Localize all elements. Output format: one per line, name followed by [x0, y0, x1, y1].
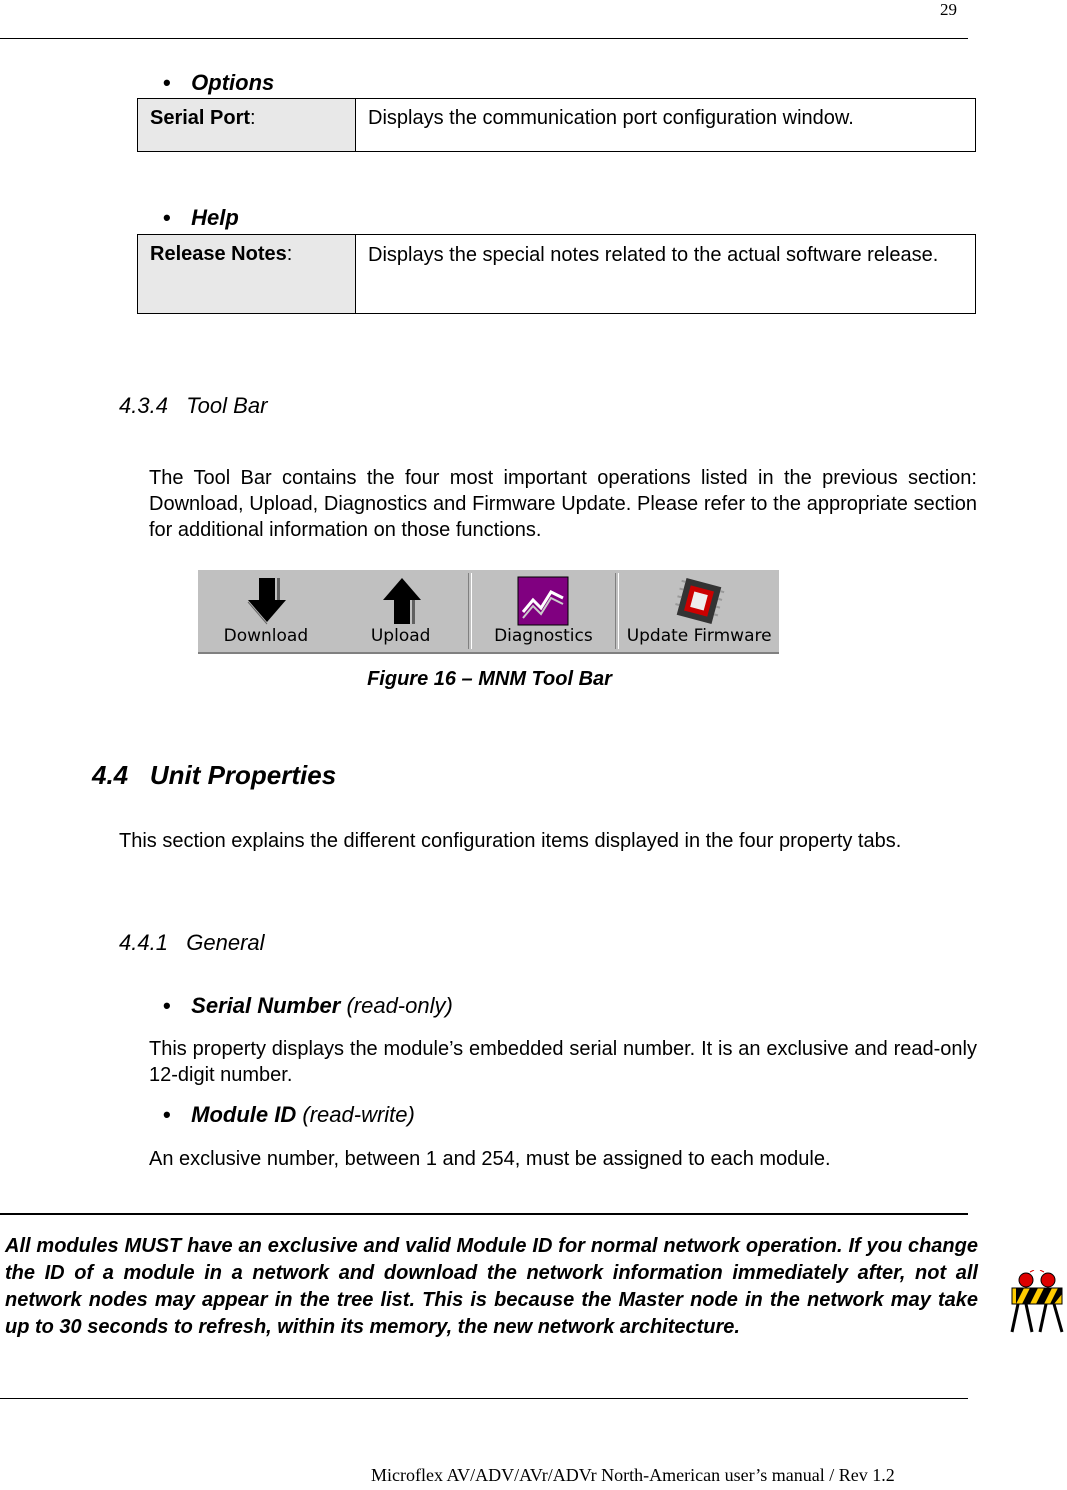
upload-button[interactable] — [334, 570, 468, 652]
help-key: Release Notes: — [138, 235, 356, 314]
diagnostics-label: Diagnostics — [494, 626, 593, 646]
serial-number-heading — [163, 993, 453, 1019]
module-id-text: An exclusive number, between 1 and 254, must be assigned to each module. — [149, 1148, 831, 1170]
section-441-title: 4.4.1 General — [119, 930, 265, 955]
page-number: 29 — [940, 0, 957, 19]
table-row — [138, 99, 976, 152]
section-44-body: This section explains the different configuration items displayed in the four property tabs. — [119, 830, 902, 852]
header-rule — [0, 38, 968, 39]
footer-text: Microflex AV/ADV/AVr/ADVr North-American user’s manual / Rev 1.2 — [371, 1465, 895, 1485]
section-44-title: 4.4 Unit Properties — [92, 760, 337, 790]
bullet-icon: • — [163, 205, 171, 230]
serial-number-name: Serial Number — [191, 993, 341, 1018]
figure-caption: Figure 16 – MNM Tool Bar — [367, 668, 612, 690]
bullet-icon: • — [163, 1102, 171, 1127]
download-arrow-icon — [244, 576, 288, 626]
section-434-body: The Tool Bar contains the four most important operations listed in the previous section: Download, Upload, Diagnostics and Firmware Update. Please refer to the appropriate section for additional information on those functions. — [149, 467, 977, 541]
help-heading — [163, 205, 239, 231]
warning-bottom-rule — [0, 1398, 968, 1399]
module-id-heading — [163, 1102, 415, 1128]
help-value: Displays the special notes related to the actual software release. — [356, 235, 976, 314]
help-table — [137, 234, 976, 314]
bullet-icon: • — [163, 70, 171, 95]
mnm-toolbar — [198, 569, 779, 654]
update-firmware-label: Update Firmware — [626, 626, 772, 646]
option-key: Serial Port: — [138, 99, 356, 152]
warning-top-rule — [0, 1213, 968, 1215]
options-title: Options — [191, 70, 275, 95]
chip-icon — [671, 576, 727, 626]
table-row — [138, 235, 976, 314]
warning-text: All modules MUST have an exclusive and valid Module ID for normal network operation. If you change the ID of a module in a network and download the network information immediately after, not all network nodes may appear in the tree list. This is because the Master node in the network may take up to 30 seconds to refresh, within its memory, the new network architecture. — [5, 1235, 978, 1338]
section-434-title: 4.3.4 Tool Bar — [119, 393, 268, 418]
diagnostics-chart-icon — [517, 576, 569, 626]
diagnostics-button[interactable] — [472, 570, 616, 652]
roadwork-warning-icon — [1008, 1270, 1066, 1334]
serial-number-mode: (read-only) — [340, 993, 453, 1018]
option-value: Displays the communication port configuration window. — [356, 99, 976, 152]
help-title: Help — [191, 205, 239, 230]
upload-arrow-icon — [379, 576, 423, 626]
serial-number-text: This property displays the module’s embedded serial number. It is an exclusive and read-only 12-digit number. — [149, 1038, 977, 1086]
update-firmware-button[interactable] — [619, 570, 779, 652]
options-heading — [163, 70, 274, 96]
module-id-mode: (read-write) — [296, 1102, 415, 1127]
options-table — [137, 98, 976, 152]
module-id-name: Module ID — [191, 1102, 297, 1127]
bullet-icon: • — [163, 993, 171, 1018]
download-button[interactable] — [198, 570, 334, 652]
download-label: Download — [223, 626, 309, 646]
upload-label: Upload — [370, 626, 431, 646]
